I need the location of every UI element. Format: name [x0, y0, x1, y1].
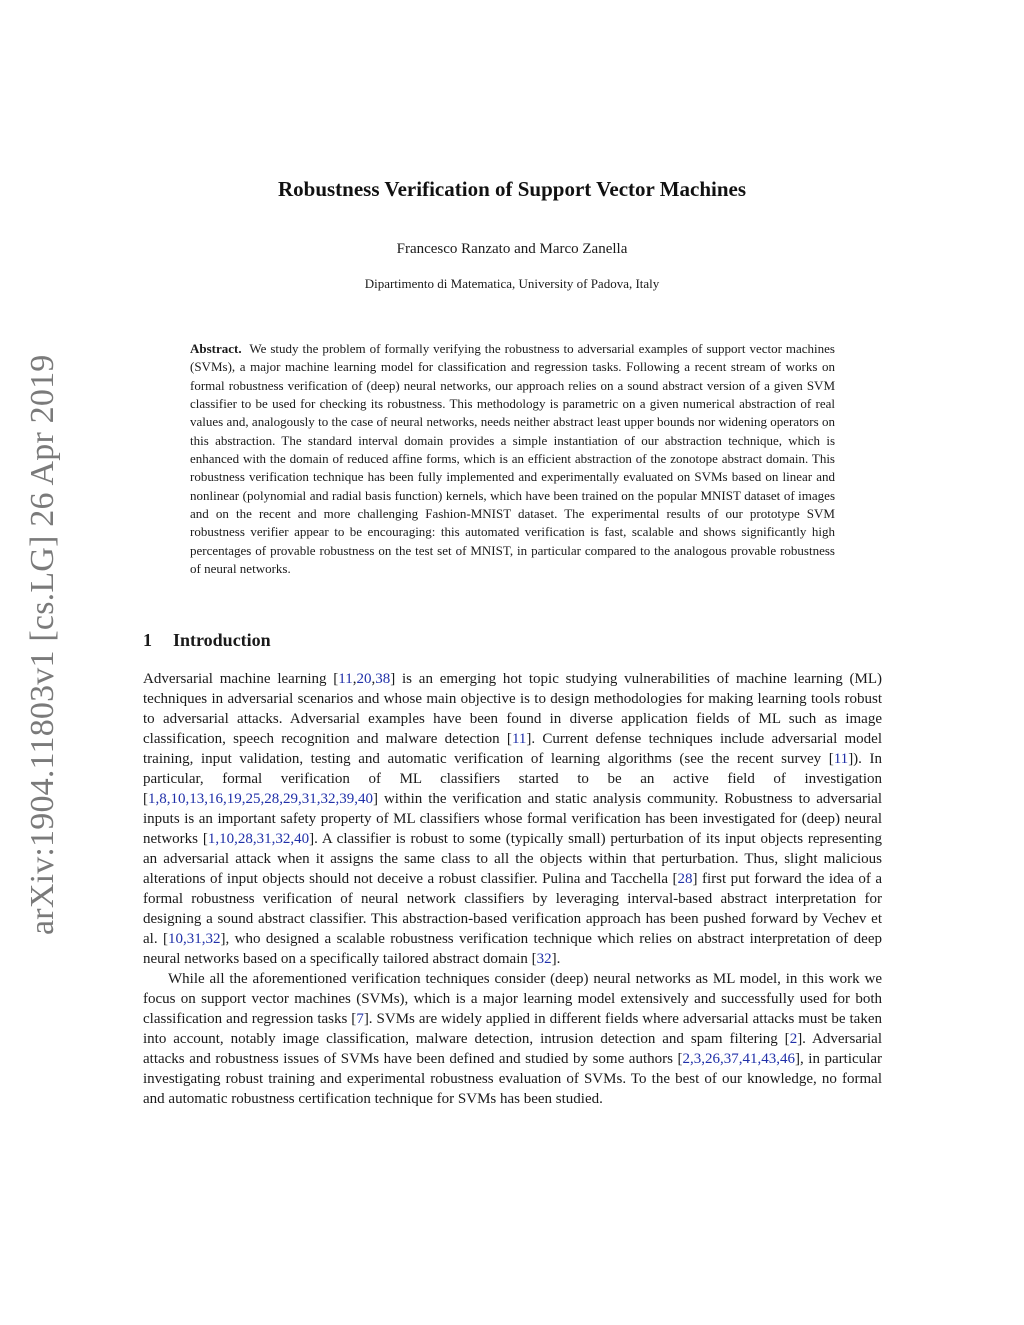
paragraph-1 — [143, 669, 882, 969]
abstract-text: We study the problem of formally verifying the robustness to adversarial examples of support vector machines (SVMs), a major machine learning model for classification and regression tasks. Following a recent stream of works on formal robustness verification of (deep) neural networks, our approach relies on a sound abstract version of a given SVM classifier to be used for checking its robustness. This methodology is parametric on a given numerical abstraction of real values and, analogously to the case of neural networks, needs neither abstract least upper bounds nor widening operators on this abstraction. The standard interval domain provides a simple instantiation of our abstraction technique, which is enhanced with the domain of reduced affine forms, which is an efficient abstraction of the zonotope abstract domain. This robustness verification technique has been fully implemented and experimentally evaluated on SVMs based on linear and nonlinear (polynomial and radial basis function) kernels, which have been trained on the popular MNIST dataset of images and on the recent and more challenging Fashion-MNIST dataset. The experimental results of our prototype SVM robustness verifier appear to be encouraging: this automated verification is fast, scalable and shows significantly high percentages of provable robustness on the test set of MNIST, in particular compared to the analogous provable robustness of neural networks. — [190, 341, 835, 577]
paragraph-text: ]. Current defense techniques include adversarial model training, input validation, testing and automatic verification of learning algorithms (see the recent survey [ — [143, 731, 883, 767]
paper-affiliation: Dipartimento di Matematica, University of Padova, Italy — [364, 276, 660, 291]
section-heading-introduction — [143, 628, 271, 652]
citation-link[interactable]: 1,10,28,31,32,40 — [207, 831, 310, 847]
paragraph-text: ] within the verification and static analysis community. Robustness to adversarial inputs is an important safety property of ML classifiers whose formal verification has been investigated for (deep) neural networks [ — [143, 791, 882, 847]
paragraph-text: ]. Adversarial attacks and robustness issues of SVMs have been defined and studied by some authors [ — [143, 1031, 882, 1067]
citation-link[interactable]: 2,3,26,37,41,43,46 — [682, 1051, 795, 1067]
paper-title: Robustness Verification of Support Vector Machines — [277, 177, 747, 201]
paragraph-text: ]). In particular, formal verification of ML classifiers started to be an active field of investigation [ — [143, 751, 882, 807]
paragraph-text: Adversarial machine learning [ — [143, 671, 339, 687]
paragraph-text: , — [352, 671, 357, 687]
paragraph-text: ] is an emerging hot topic studying vulnerabilities of machine learning (ML) techniques in adversarial scenarios and whose main objective is to design methodologies for making learning tools robust to adversarial attacks. Adversarial examples have been found in diverse application fields of ML such as image classification, speech recognition and malware detection [ — [143, 671, 882, 747]
citation-link[interactable]: 1,8,10,13,16,19,25,28,29,31,32,39,40 — [148, 791, 373, 807]
citation-link[interactable]: 38 — [375, 671, 391, 687]
paragraph-2 — [143, 969, 882, 1109]
abstract-block — [190, 340, 835, 578]
citation-link[interactable]: 20 — [356, 671, 372, 687]
paper-authors: Francesco Ranzato and Marco Zanella — [396, 241, 628, 257]
citation-link[interactable]: 10,31,32 — [167, 931, 221, 947]
section-title: Introduction — [173, 630, 271, 650]
paragraph-text: , — [371, 671, 376, 687]
section-number: 1 — [143, 630, 152, 650]
citation-link[interactable]: 2 — [789, 1031, 798, 1047]
citation-link[interactable]: 32 — [536, 951, 552, 967]
arxiv-identifier-stamp: arXiv:1904.11803v1 [cs.LG] 26 Apr 2019 — [24, 354, 61, 935]
citation-link[interactable]: 11 — [833, 751, 849, 767]
introduction-body — [143, 669, 882, 1109]
citation-link[interactable]: 7 — [356, 1011, 364, 1027]
paragraph-text: While all the aforementioned verification techniques consider (deep) neural networks as ML model, in this work we focus on support vector machines (SVMs), which is a major learning model extensively and successfully used for both classification and regression tasks [ — [143, 971, 882, 1027]
citation-link[interactable]: 11 — [511, 731, 527, 747]
abstract-label: Abstract. — [190, 341, 242, 356]
citation-link[interactable]: 11 — [338, 671, 353, 687]
citation-link[interactable]: 28 — [677, 871, 693, 887]
paragraph-text: ]. SVMs are widely applied in different fields where adversarial attacks must be taken into account, notably image classification, malware detection, intrusion detection and spam filtering [ — [143, 1011, 882, 1047]
paragraph-text: ], who designed a scalable robustness verification technique which relies on abstract interpretation of deep neural networks based on a specifically tailored abstract domain [ — [143, 931, 882, 967]
paragraph-text: ]. — [551, 951, 561, 967]
paragraph-text: ] first put forward the idea of a formal robustness verification of neural network classifiers by leveraging interval-based abstract interpretation for designing a sound abstract classifier. This abstraction-based verification approach has been pushed forward by Vechev et al. [ — [143, 871, 882, 947]
paragraph-text: ]. A classifier is robust to some (typically small) perturbation of its input objects representing an adversarial attack when it assigns the same class to all the objects within that perturbation. Thus, slight malicious alterations of input objects should not deceive a robust classifier. Pulina and Tacchella [ — [143, 831, 882, 887]
paragraph-text: ], in particular investigating robust training and experimental robustness evaluation of SVMs. To the best of our knowledge, no formal and automatic robustness certification technique for SVMs has been studied. — [143, 1051, 882, 1107]
